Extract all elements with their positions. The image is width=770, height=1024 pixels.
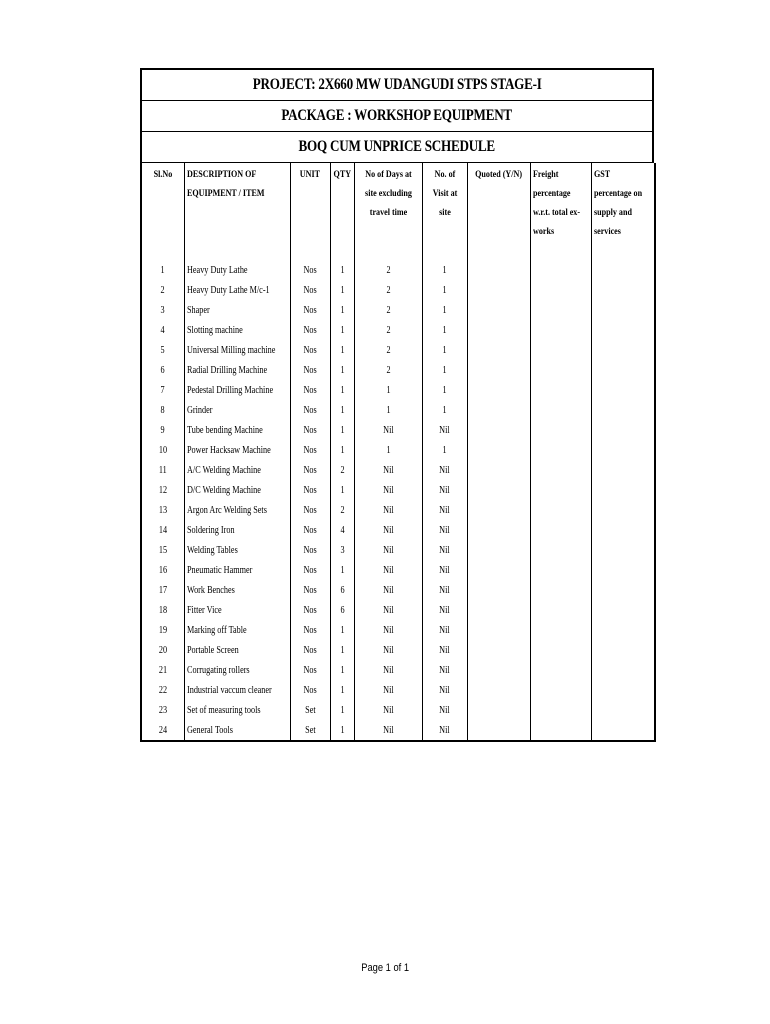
row-description: Pedestal Drilling Machine [184, 380, 290, 400]
row-freight [530, 300, 591, 320]
table-row [141, 700, 655, 720]
row-qty: 1 [330, 400, 354, 420]
row-unit: Nos [290, 400, 330, 420]
row-qty: 1 [330, 440, 354, 460]
header-freight: Freight percentage w.r.t. total ex-works [530, 163, 591, 260]
row-slno: 11 [158, 464, 167, 476]
row-visits: Nil [422, 660, 467, 680]
row-days: Nil [354, 700, 422, 720]
row-freight [530, 420, 591, 440]
row-description: Tube bending Machine [184, 420, 290, 440]
row-unit: Nos [290, 540, 330, 560]
row-qty: 1 [330, 700, 354, 720]
row-quoted [467, 380, 530, 400]
table-row [141, 440, 655, 460]
boq-table [140, 163, 656, 742]
table-row [141, 680, 655, 700]
row-visits: 1 [422, 260, 467, 280]
row-quoted [467, 320, 530, 340]
row-description: Grinder [184, 400, 290, 420]
row-description: Heavy Duty Lathe [184, 260, 290, 280]
row-visits: 1 [422, 440, 467, 460]
row-gst [591, 380, 655, 400]
row-visits: Nil [422, 520, 467, 540]
table-row [141, 340, 655, 360]
header-days: No of Days at site excluding travel time [354, 163, 422, 260]
row-slno: 10 [158, 444, 167, 456]
header-row [141, 163, 655, 260]
row-slno: 22 [158, 684, 167, 696]
row-gst [591, 520, 655, 540]
row-slno: 1 [160, 264, 165, 276]
row-days: Nil [354, 620, 422, 640]
row-days: Nil [354, 660, 422, 680]
row-visits: Nil [422, 700, 467, 720]
row-unit: Nos [290, 320, 330, 340]
row-visits: Nil [422, 720, 467, 741]
row-description: Fitter Vice [184, 600, 290, 620]
row-quoted [467, 720, 530, 741]
row-qty: 3 [330, 540, 354, 560]
row-description: Portable Screen [184, 640, 290, 660]
row-slno: 8 [160, 404, 165, 416]
row-freight [530, 700, 591, 720]
table-row [141, 500, 655, 520]
row-unit: Nos [290, 640, 330, 660]
row-days: 1 [354, 440, 422, 460]
row-qty: 2 [330, 500, 354, 520]
project-title: PROJECT: 2X660 MW UDANGUDI STPS STAGE-I [140, 68, 654, 101]
row-gst [591, 440, 655, 460]
row-freight [530, 640, 591, 660]
boq-sheet [140, 68, 654, 742]
row-visits: 1 [422, 400, 467, 420]
row-slno: 4 [160, 324, 165, 336]
row-qty: 1 [330, 300, 354, 320]
row-unit: Nos [290, 360, 330, 380]
row-unit: Nos [290, 600, 330, 620]
row-gst [591, 460, 655, 480]
row-gst [591, 640, 655, 660]
table-row [141, 660, 655, 680]
row-gst [591, 600, 655, 620]
row-visits: Nil [422, 620, 467, 640]
row-qty: 1 [330, 320, 354, 340]
header-slno: Sl.No [153, 170, 173, 180]
row-visits: 1 [422, 320, 467, 340]
row-qty: 1 [330, 280, 354, 300]
table-row [141, 320, 655, 340]
row-description: Set of measuring tools [184, 700, 290, 720]
row-days: 2 [354, 340, 422, 360]
row-slno: 2 [160, 284, 165, 296]
row-visits: Nil [422, 640, 467, 660]
row-days: Nil [354, 580, 422, 600]
row-slno: 12 [158, 484, 167, 496]
row-quoted [467, 540, 530, 560]
row-unit: Nos [290, 620, 330, 640]
table-row [141, 360, 655, 380]
row-days: 1 [354, 400, 422, 420]
header-quoted: Quoted (Y/N) [467, 163, 530, 260]
table-row [141, 600, 655, 620]
table-row [141, 620, 655, 640]
row-quoted [467, 460, 530, 480]
row-freight [530, 560, 591, 580]
row-gst [591, 660, 655, 680]
row-quoted [467, 520, 530, 540]
row-slno: 3 [160, 304, 165, 316]
row-freight [530, 260, 591, 280]
row-visits: Nil [422, 600, 467, 620]
row-gst [591, 360, 655, 380]
row-description: General Tools [184, 720, 290, 741]
table-row [141, 280, 655, 300]
row-freight [530, 600, 591, 620]
table-row [141, 460, 655, 480]
row-gst [591, 560, 655, 580]
row-quoted [467, 420, 530, 440]
row-unit: Set [290, 720, 330, 741]
row-qty: 1 [330, 620, 354, 640]
row-quoted [467, 640, 530, 660]
row-gst [591, 580, 655, 600]
row-visits: Nil [422, 480, 467, 500]
row-days: Nil [354, 420, 422, 440]
row-gst [591, 480, 655, 500]
row-gst [591, 500, 655, 520]
row-qty: 4 [330, 520, 354, 540]
row-gst [591, 280, 655, 300]
row-qty: 1 [330, 720, 354, 741]
row-qty: 1 [330, 380, 354, 400]
row-description: Universal Milling machine [184, 340, 290, 360]
row-unit: Nos [290, 520, 330, 540]
row-gst [591, 680, 655, 700]
row-quoted [467, 340, 530, 360]
row-visits: Nil [422, 580, 467, 600]
row-slno: 15 [158, 544, 167, 556]
row-quoted [467, 580, 530, 600]
row-freight [530, 360, 591, 380]
row-unit: Nos [290, 440, 330, 460]
row-slno: 9 [160, 424, 165, 436]
row-quoted [467, 280, 530, 300]
row-gst [591, 700, 655, 720]
row-unit: Nos [290, 300, 330, 320]
row-quoted [467, 560, 530, 580]
row-unit: Set [290, 700, 330, 720]
row-qty: 1 [330, 660, 354, 680]
row-freight [530, 520, 591, 540]
row-days: 2 [354, 360, 422, 380]
row-days: Nil [354, 520, 422, 540]
row-description: Marking off Table [184, 620, 290, 640]
row-freight [530, 500, 591, 520]
row-qty: 1 [330, 420, 354, 440]
row-freight [530, 660, 591, 680]
row-unit: Nos [290, 420, 330, 440]
row-slno: 18 [158, 604, 167, 616]
row-qty: 6 [330, 600, 354, 620]
row-unit: Nos [290, 280, 330, 300]
row-freight [530, 280, 591, 300]
row-gst [591, 300, 655, 320]
row-visits: 1 [422, 280, 467, 300]
row-visits: Nil [422, 420, 467, 440]
row-days: Nil [354, 500, 422, 520]
row-unit: Nos [290, 480, 330, 500]
row-slno: 24 [158, 724, 167, 736]
row-freight [530, 400, 591, 420]
row-description: Work Benches [184, 580, 290, 600]
row-gst [591, 320, 655, 340]
row-days: 1 [354, 380, 422, 400]
row-slno: 23 [158, 704, 167, 716]
table-row [141, 560, 655, 580]
row-description: Slotting machine [184, 320, 290, 340]
row-days: Nil [354, 540, 422, 560]
row-qty: 1 [330, 640, 354, 660]
row-description: Argon Arc Welding Sets [184, 500, 290, 520]
row-description: Shaper [184, 300, 290, 320]
row-unit: Nos [290, 500, 330, 520]
row-freight [530, 460, 591, 480]
row-freight [530, 720, 591, 741]
row-description: Welding Tables [184, 540, 290, 560]
row-freight [530, 340, 591, 360]
row-visits: Nil [422, 680, 467, 700]
row-quoted [467, 440, 530, 460]
row-quoted [467, 300, 530, 320]
row-freight [530, 540, 591, 560]
row-slno: 13 [158, 504, 167, 516]
table-row [141, 540, 655, 560]
row-qty: 1 [330, 360, 354, 380]
row-freight [530, 480, 591, 500]
row-unit: Nos [290, 340, 330, 360]
row-slno: 14 [158, 524, 167, 536]
header-visits: No. of Visit at site [422, 163, 467, 260]
row-unit: Nos [290, 560, 330, 580]
row-qty: 1 [330, 260, 354, 280]
row-visits: 1 [422, 300, 467, 320]
row-days: 2 [354, 280, 422, 300]
row-quoted [467, 500, 530, 520]
row-visits: Nil [422, 460, 467, 480]
table-row [141, 400, 655, 420]
row-freight [530, 580, 591, 600]
table-row [141, 420, 655, 440]
row-visits: Nil [422, 500, 467, 520]
row-days: 2 [354, 300, 422, 320]
header-description: DESCRIPTION OF EQUIPMENT / ITEM [184, 163, 290, 260]
row-qty: 1 [330, 480, 354, 500]
row-slno: 21 [158, 664, 167, 676]
table-row [141, 580, 655, 600]
table-row [141, 260, 655, 280]
row-slno: 19 [158, 624, 167, 636]
row-quoted [467, 360, 530, 380]
row-quoted [467, 680, 530, 700]
row-visits: 1 [422, 380, 467, 400]
row-qty: 6 [330, 580, 354, 600]
row-freight [530, 620, 591, 640]
row-days: 2 [354, 260, 422, 280]
row-days: Nil [354, 640, 422, 660]
row-unit: Nos [290, 660, 330, 680]
row-quoted [467, 400, 530, 420]
row-days: Nil [354, 460, 422, 480]
row-description: Heavy Duty Lathe M/c-1 [184, 280, 290, 300]
package-title: PACKAGE : WORKSHOP EQUIPMENT [140, 101, 654, 132]
row-gst [591, 400, 655, 420]
row-slno: 5 [160, 344, 165, 356]
row-quoted [467, 600, 530, 620]
row-description: Corrugating rollers [184, 660, 290, 680]
row-slno: 17 [158, 584, 167, 596]
row-qty: 1 [330, 560, 354, 580]
row-unit: Nos [290, 260, 330, 280]
row-description: Industrial vaccum cleaner [184, 680, 290, 700]
row-freight [530, 320, 591, 340]
row-days: Nil [354, 600, 422, 620]
row-quoted [467, 480, 530, 500]
table-row [141, 640, 655, 660]
row-quoted [467, 660, 530, 680]
row-gst [591, 540, 655, 560]
row-quoted [467, 620, 530, 640]
row-days: Nil [354, 680, 422, 700]
row-slno: 6 [160, 364, 165, 376]
row-slno: 16 [158, 564, 167, 576]
row-freight [530, 380, 591, 400]
page-footer: Page 1 of 1 [361, 962, 409, 974]
row-description: D/C Welding Machine [184, 480, 290, 500]
schedule-title: BOQ CUM UNPRICE SCHEDULE [140, 132, 654, 163]
row-qty: 1 [330, 680, 354, 700]
row-unit: Nos [290, 680, 330, 700]
row-unit: Nos [290, 580, 330, 600]
row-unit: Nos [290, 380, 330, 400]
row-visits: 1 [422, 340, 467, 360]
row-visits: 1 [422, 360, 467, 380]
row-days: Nil [354, 560, 422, 580]
row-gst [591, 420, 655, 440]
table-row [141, 720, 655, 741]
header-qty: QTY [330, 163, 354, 260]
row-freight [530, 440, 591, 460]
table-row [141, 520, 655, 540]
row-unit: Nos [290, 460, 330, 480]
row-description: Radial Drilling Machine [184, 360, 290, 380]
row-visits: Nil [422, 540, 467, 560]
row-freight [530, 680, 591, 700]
row-gst [591, 260, 655, 280]
header-unit: UNIT [290, 163, 330, 260]
row-qty: 2 [330, 460, 354, 480]
row-slno: 20 [158, 644, 167, 656]
row-description: A/C Welding Machine [184, 460, 290, 480]
table-row [141, 480, 655, 500]
row-quoted [467, 700, 530, 720]
row-gst [591, 720, 655, 741]
row-qty: 1 [330, 340, 354, 360]
row-description: Soldering Iron [184, 520, 290, 540]
row-slno: 7 [160, 384, 165, 396]
header-gst: GST percentage on supply and services [591, 163, 655, 260]
row-days: Nil [354, 480, 422, 500]
row-gst [591, 340, 655, 360]
row-days: Nil [354, 720, 422, 741]
row-days: 2 [354, 320, 422, 340]
table-row [141, 380, 655, 400]
row-description: Power Hacksaw Machine [184, 440, 290, 460]
row-gst [591, 620, 655, 640]
table-row [141, 300, 655, 320]
row-quoted [467, 260, 530, 280]
row-description: Pneumatic Hammer [184, 560, 290, 580]
row-visits: Nil [422, 560, 467, 580]
